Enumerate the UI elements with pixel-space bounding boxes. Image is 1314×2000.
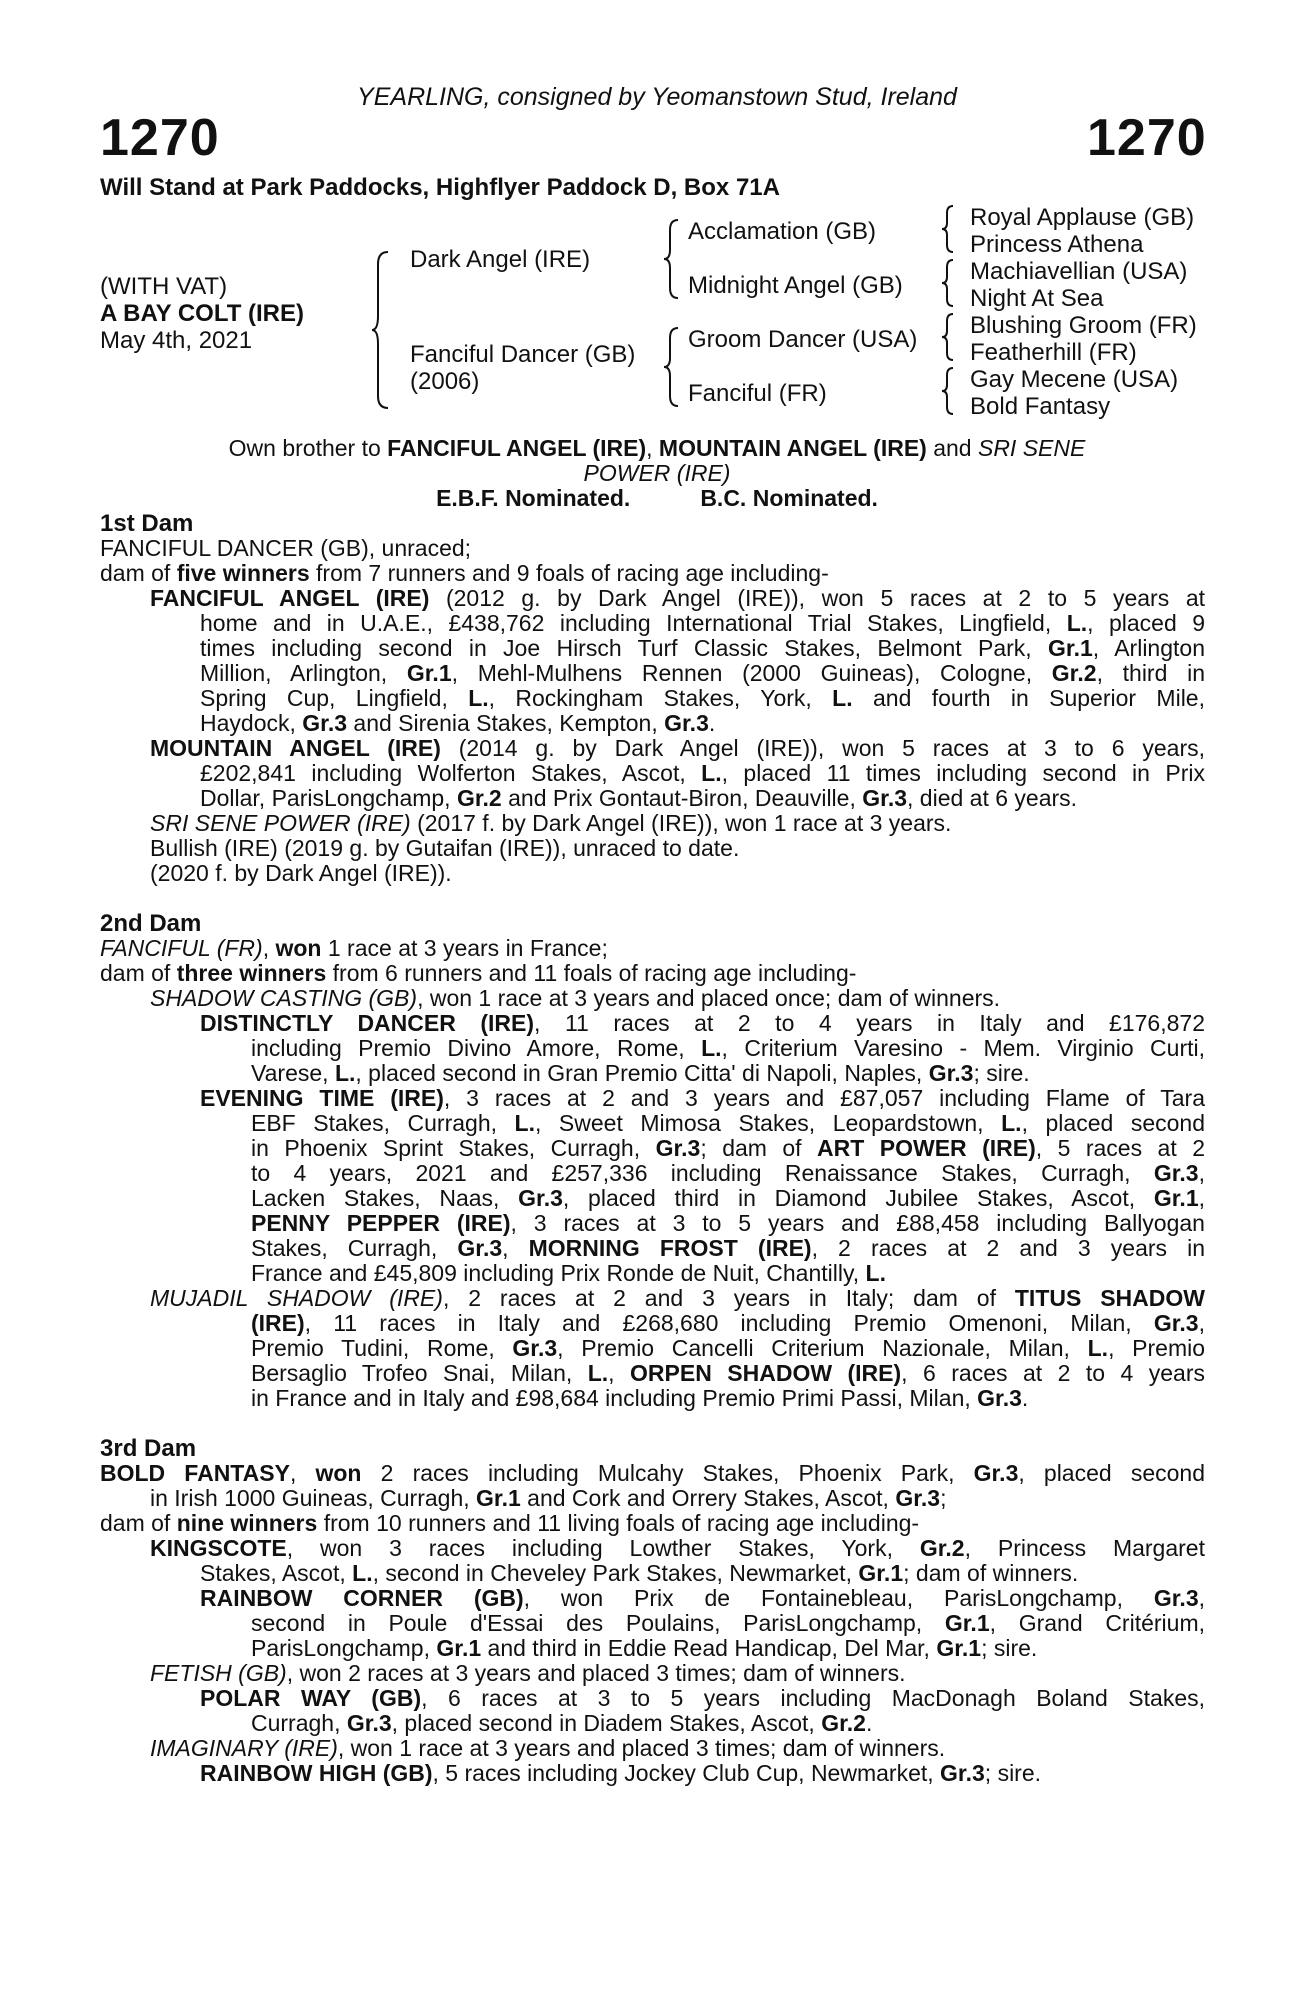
- evening-time-entry: EVENING TIME (IRE), 3 races at 2 and 3 years and £87,057 including Flame of Tara: [200, 1085, 1205, 1111]
- mountain-angel-line-2: £202,841 including Wolferton Stakes, Ascot, L., placed 11 times including second in Prix: [200, 760, 1205, 786]
- g-brace-4: [940, 366, 956, 416]
- sire-sire: Acclamation (GB): [688, 218, 877, 245]
- nominations: E.B.F. Nominated. B.C. Nominated.: [436, 485, 878, 511]
- rainbow-high-entry: RAINBOW HIGH (GB), 5 races including Jockey Club Cup, Newmarket, Gr.3; sire.: [200, 1760, 1042, 1786]
- fanciful-angel-line-6: Haydock, Gr.3 and Sirenia Stakes, Kempton, Gr.3.: [200, 710, 716, 736]
- g-brace-2: [940, 258, 956, 308]
- evening-time-line-5: Lacken Stakes, Naas, Gr.3, placed third in Diamond Jubilee Stakes, Ascot, Gr.1,: [251, 1185, 1206, 1211]
- mountain-angel-line-3: Dollar, ParisLongchamp, Gr.2 and Prix Gontaut-Biron, Deauville, Gr.3, died at 6 years.: [200, 785, 1078, 811]
- second-dam-produce-line: dam of three winners from 6 runners and 11 foals of racing age including-: [100, 960, 857, 986]
- first-dam-line: FANCIFUL DANCER (GB), unraced;: [100, 535, 472, 561]
- evening-time-line-3: in Phoenix Sprint Stakes, Curragh, Gr.3; dam of ART POWER (IRE), 5 races at 2: [251, 1135, 1205, 1161]
- second-dam-heading: 2nd Dam: [100, 910, 202, 937]
- evening-time-line-6: PENNY PEPPER (IRE), 3 races at 3 to 5 years and £88,458 including Ballyogan: [251, 1210, 1205, 1236]
- first-dam-heading: 1st Dam: [100, 510, 194, 537]
- evening-time-line-2: EBF Stakes, Curragh, L., Sweet Mimosa Stakes, Leopardstown, L., placed second: [251, 1110, 1205, 1136]
- mujadil-shadow-line-4: Bersaglio Trofeo Snai, Milan, L., ORPEN SHADOW (IRE), 6 races at 2 to 4 years: [251, 1360, 1206, 1386]
- mujadil-shadow-line-3: Premio Tudini, Rome, Gr.3, Premio Cancelli Criterium Nazionale, Milan, L., Premio: [251, 1335, 1205, 1361]
- gg-3: Machiavellian (USA): [970, 258, 1188, 285]
- filly-2020-entry: (2020 f. by Dark Angel (IRE)).: [150, 860, 452, 886]
- evening-time-line-4: to 4 years, 2021 and £257,336 including Renaissance Stakes, Curragh, Gr.3,: [251, 1160, 1205, 1186]
- gg-8: Bold Fantasy: [970, 393, 1111, 420]
- fanciful-angel-line-4: Million, Arlington, Gr.1, Mehl-Mulhens Rennen (2000 Guineas), Cologne, Gr.2, third in: [200, 660, 1205, 686]
- dam-year: (2006): [410, 368, 480, 395]
- gg-6: Featherhill (FR): [970, 339, 1137, 366]
- g-brace-3: [940, 312, 956, 362]
- horse-brace: [370, 250, 392, 410]
- gg-4: Night At Sea: [970, 285, 1104, 312]
- kingscote-line-2: Stakes, Ascot, L., second in Cheveley Park Stakes, Newmarket, Gr.1; dam of winners.: [200, 1560, 1079, 1586]
- polar-way-line-2: Curragh, Gr.3, placed second in Diadem Stakes, Ascot, Gr.2.: [251, 1710, 873, 1736]
- third-dam-heading: 3rd Dam: [100, 1435, 197, 1462]
- dam-sire: Groom Dancer (USA): [688, 326, 918, 353]
- fanciful-angel-line-3: times including second in Joe Hirsch Turf Classic Stakes, Belmont Park, Gr.1, Arlington: [200, 635, 1205, 661]
- kingscote-entry: KINGSCOTE, won 3 races including Lowther Stakes, York, Gr.2, Princess Margaret: [150, 1535, 1205, 1561]
- shadow-casting-entry: SHADOW CASTING (GB), won 1 race at 3 years and placed once; dam of winners.: [150, 985, 1001, 1011]
- distinctly-dancer-entry: DISTINCTLY DANCER (IRE), 11 races at 2 to 4 years in Italy and £176,872: [200, 1010, 1205, 1036]
- own-brother-line: Own brother to FANCIFUL ANGEL (IRE), MOUNTAIN ANGEL (IRE) and SRI SENE: [228, 435, 1086, 461]
- rainbow-corner-line-3: ParisLongchamp, Gr.1 and third in Eddie Read Handicap, Del Mar, Gr.1; sire.: [251, 1635, 1038, 1661]
- consignment-line: YEARLING, consigned by Yeomanstown Stud, Ireland: [357, 83, 957, 111]
- third-dam-line: BOLD FANTASY, won 2 races including Mulcahy Stakes, Phoenix Park, Gr.3, placed second: [100, 1460, 1205, 1486]
- sire-dam: Midnight Angel (GB): [688, 272, 903, 299]
- fanciful-angel-line-2: home and in U.A.E., £438,762 including International Trial Stakes, Lingfield, L., placed 9: [200, 610, 1205, 636]
- gg-2: Princess Athena: [970, 231, 1144, 258]
- evening-time-line-8: France and £45,809 including Prix Ronde de Nuit, Chantilly, L.: [251, 1260, 886, 1286]
- rainbow-corner-line-2: second in Poule d'Essai des Poulains, ParisLongchamp, Gr.1, Grand Critérium,: [251, 1610, 1205, 1636]
- distinctly-dancer-line-3: Varese, L., placed second in Gran Premio Citta' di Napoli, Naples, Gr.3; sire.: [251, 1060, 1030, 1086]
- g-brace-1: [940, 204, 956, 254]
- own-brother-line-2: POWER (IRE): [583, 460, 731, 486]
- dam-name: Fanciful Dancer (GB): [410, 341, 636, 368]
- sire-name: Dark Angel (IRE): [410, 246, 591, 273]
- third-dam-produce-line: dam of nine winners from 10 runners and 11 living foals of racing age including-: [100, 1510, 920, 1536]
- sire-brace: [662, 218, 682, 300]
- fanciful-angel-entry: FANCIFUL ANGEL (IRE) (2012 g. by Dark Angel (IRE)), won 5 races at 2 to 5 years at: [150, 585, 1205, 611]
- stand-location: Will Stand at Park Paddocks, Highflyer Paddock D, Box 71A: [100, 174, 780, 201]
- fetish-entry: FETISH (GB), won 2 races at 3 years and placed 3 times; dam of winners.: [150, 1660, 906, 1686]
- dam-dam: Fanciful (FR): [688, 380, 827, 407]
- third-dam-line-2: in Irish 1000 Guineas, Curragh, Gr.1 and Cork and Orrery Stakes, Ascot, Gr.3;: [150, 1485, 947, 1511]
- mujadil-shadow-line-2: (IRE), 11 races in Italy and £268,680 including Premio Omenoni, Milan, Gr.3,: [251, 1310, 1205, 1336]
- distinctly-dancer-line-2: including Premio Divino Amore, Rome, L., Criterium Varesino - Mem. Virginio Curti,: [251, 1035, 1205, 1061]
- evening-time-line-7: Stakes, Curragh, Gr.3, MORNING FROST (IRE), 2 races at 2 and 3 years in: [251, 1235, 1206, 1261]
- rainbow-corner-entry: RAINBOW CORNER (GB), won Prix de Fontainebleau, ParisLongchamp, Gr.3,: [200, 1585, 1206, 1611]
- vat-label: (WITH VAT): [100, 273, 228, 300]
- polar-way-entry: POLAR WAY (GB), 6 races at 3 to 5 years including MacDonagh Boland Stakes,: [200, 1685, 1206, 1711]
- bullish-entry: Bullish (IRE) (2019 g. by Gutaifan (IRE)), unraced to date.: [150, 835, 740, 861]
- mujadil-shadow-line-5: in France and in Italy and £98,684 including Premio Primi Passi, Milan, Gr.3.: [251, 1385, 1029, 1411]
- foaling-date: May 4th, 2021: [100, 327, 253, 354]
- lot-number-left: 1270: [100, 109, 220, 167]
- mujadil-shadow-entry: MUJADIL SHADOW (IRE), 2 races at 2 and 3 years in Italy; dam of TITUS SHADOW: [150, 1285, 1205, 1311]
- imaginary-entry: IMAGINARY (IRE), won 1 race at 3 years and placed 3 times; dam of winners.: [150, 1735, 946, 1761]
- gg-5: Blushing Groom (FR): [970, 312, 1197, 339]
- gg-7: Gay Mecene (USA): [970, 366, 1179, 393]
- fanciful-angel-line-5: Spring Cup, Lingfield, L., Rockingham Stakes, York, L. and fourth in Superior Mile,: [200, 685, 1205, 711]
- horse-name: A BAY COLT (IRE): [100, 300, 305, 327]
- second-dam-line: FANCIFUL (FR), won 1 race at 3 years in France;: [100, 935, 608, 961]
- lot-number-right: 1270: [1087, 109, 1207, 167]
- dam-brace: [662, 326, 682, 408]
- sri-sene-power-entry: SRI SENE POWER (IRE) (2017 f. by Dark Angel (IRE)), won 1 race at 3 years.: [150, 810, 952, 836]
- gg-1: Royal Applause (GB): [970, 204, 1195, 231]
- mountain-angel-entry: MOUNTAIN ANGEL (IRE) (2014 g. by Dark Angel (IRE)), won 5 races at 3 to 6 years,: [150, 735, 1205, 761]
- first-dam-produce-line: dam of five winners from 7 runners and 9 foals of racing age including-: [100, 560, 829, 586]
